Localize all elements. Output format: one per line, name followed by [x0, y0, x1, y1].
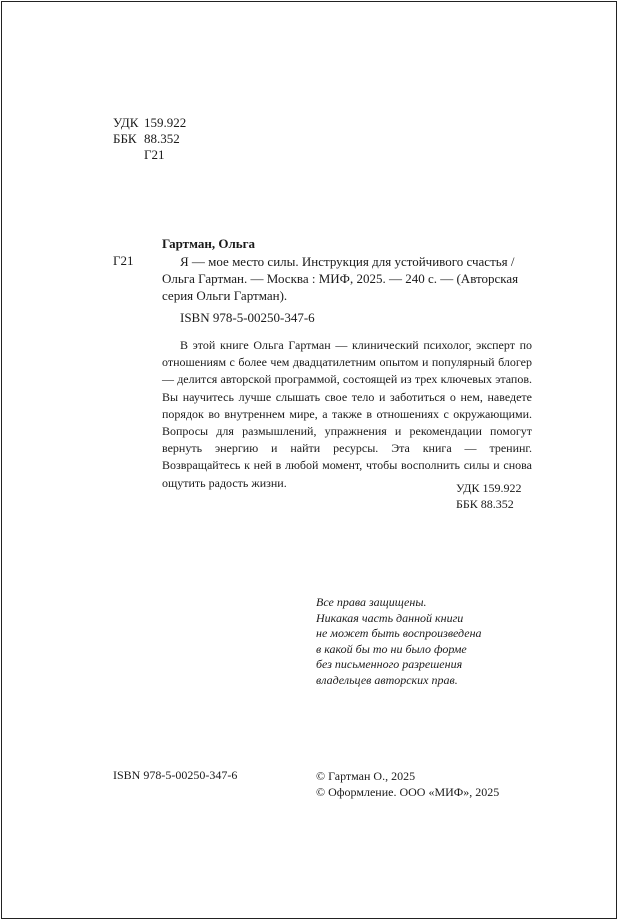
bbk-row: [113, 131, 186, 147]
udk-value: 159.922: [144, 115, 187, 130]
udk-repeat: УДК 159.922: [456, 481, 522, 495]
udk-row: [113, 115, 186, 131]
bib-line-2: Ольга Гартман. — Москва : МИФ, 2025. — 240 с. — (Авторская: [162, 271, 519, 286]
rights-line-5: без письменного разрешения: [316, 657, 463, 671]
rights-line-2: Никакая часть данной книги: [316, 610, 464, 625]
bib-line-1: Я — мое место силы. Инструкция для устойчивого счастья /: [180, 254, 515, 269]
copyright-block: [316, 768, 499, 800]
rights-line-1: Все права защищены.: [316, 595, 427, 609]
rights-notice: [316, 595, 482, 688]
classification-block: [113, 115, 186, 163]
rights-line-4: в какой бы то ни было форме: [316, 641, 467, 656]
bibliographic-description: [162, 253, 532, 304]
author-mark: Г21: [144, 147, 165, 162]
bbk-repeat: ББК 88.352: [456, 497, 514, 511]
rights-line-3: не может быть воспроизведена: [316, 626, 482, 640]
bbk-label: ББК: [113, 131, 137, 146]
annotation: [162, 337, 532, 492]
annotation-text: В этой книге Ольга Гартман — клинический психолог, эксперт по отношениям с более чем двадцатилетним опытом и популярный блогер — делится авторской программой, состоящей из трех ключевых этапов. Вы научитесь лучше слышать свое тело и заботиться о нем, наведете порядок во внутреннем мире, а также в отношениях с окружающими. Вопросы для размышлений, упражнения и рекомендации помогут вернуть энергию и найти ресурсы. Эта книга — тренинг. Возвращайтесь к ней в любой момент, чтобы восполнить силы и снова ощутить радость жизни.: [162, 338, 532, 490]
classification-repeat: [456, 480, 521, 512]
footer-isbn: ISBN 978-5-00250-347-6: [113, 768, 238, 782]
udk-label: УДК: [113, 115, 139, 130]
rights-line-6: владельцев авторских прав.: [316, 672, 458, 687]
catalog-code: Г21: [113, 253, 134, 268]
catalog-author: Гартман, Ольга: [162, 236, 256, 251]
bbk-value: 88.352: [144, 131, 180, 146]
catalog-isbn: ISBN 978-5-00250-347-6: [180, 310, 315, 325]
copyright-design: © Оформление. ООО «МИФ», 2025: [316, 785, 500, 799]
copyright-author: © Гартман О., 2025: [316, 769, 416, 783]
bib-line-3: серия Ольги Гартман).: [162, 288, 288, 303]
